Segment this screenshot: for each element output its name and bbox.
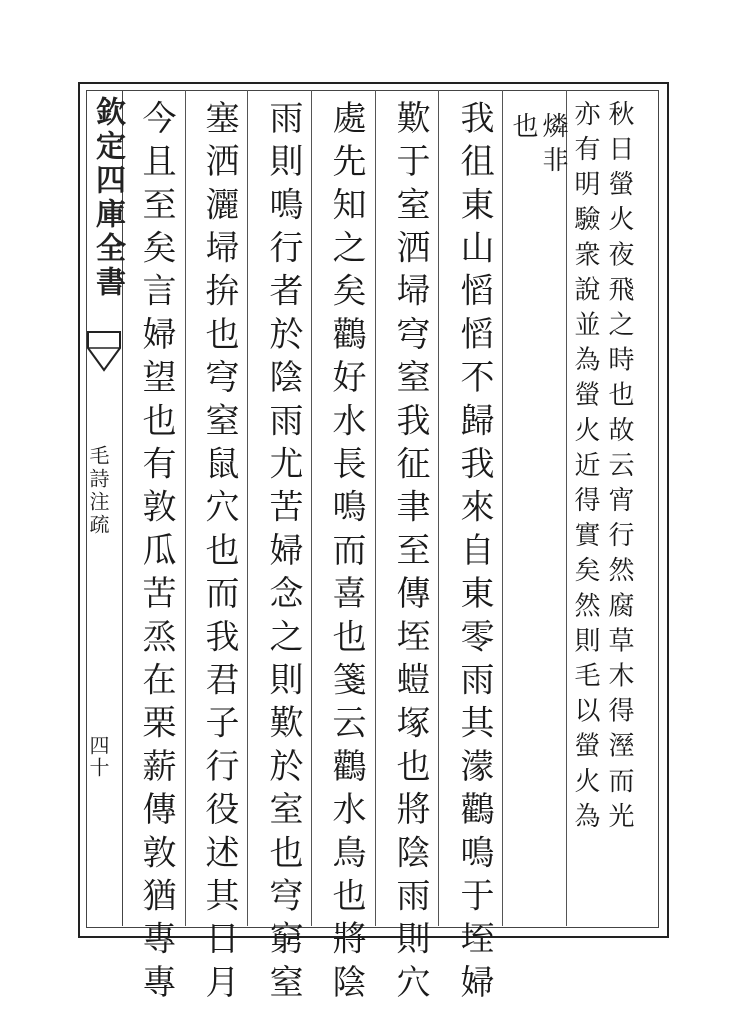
book-title: 毛詩注疏 xyxy=(86,445,110,537)
text-column-6: 今且至矣言婦望也有敦瓜苦烝在栗薪傳敦猶專專 xyxy=(136,100,176,1008)
commentary-column-3: 燐非 xyxy=(538,112,568,180)
text-column-5: 塞洒灑埽拚也穹窒鼠穴也而我君子行役述其日月 xyxy=(199,100,239,1008)
text-column-4: 雨則鳴行者於陰雨尤苦婦念之則歎於室也穹窮窒 xyxy=(263,100,303,1008)
commentary-column-4: 也 xyxy=(508,112,538,146)
column-rule xyxy=(247,90,248,926)
text-column-2: 歎于室洒埽穹窒我征聿至傳垤螘塚也將陰雨則穴 xyxy=(390,100,430,1008)
commentary-column-2: 亦有明驗衆說並為螢火近得實矣然則毛以螢火為 xyxy=(570,100,600,838)
text-column-1: 我徂東山慆慆不歸我來自東零雨其濛鸛鳴于垤婦 xyxy=(454,100,494,1008)
column-rule xyxy=(502,90,503,926)
column-rule xyxy=(438,90,439,926)
column-rule xyxy=(185,90,186,926)
series-title: 欽定四庫全書 xyxy=(90,96,125,300)
page-number: 四十 xyxy=(86,735,110,779)
commentary-column-1: 秋日螢火夜飛之時也故云宵行然腐草木得溼而光 xyxy=(604,100,634,838)
fish-tail-mark-icon xyxy=(86,328,122,374)
column-rule xyxy=(375,90,376,926)
column-rule xyxy=(311,90,312,926)
column-rule xyxy=(566,90,567,926)
text-column-3: 處先知之矣鸛好水長鳴而喜也箋云鸛水鳥也將陰 xyxy=(326,100,366,1008)
